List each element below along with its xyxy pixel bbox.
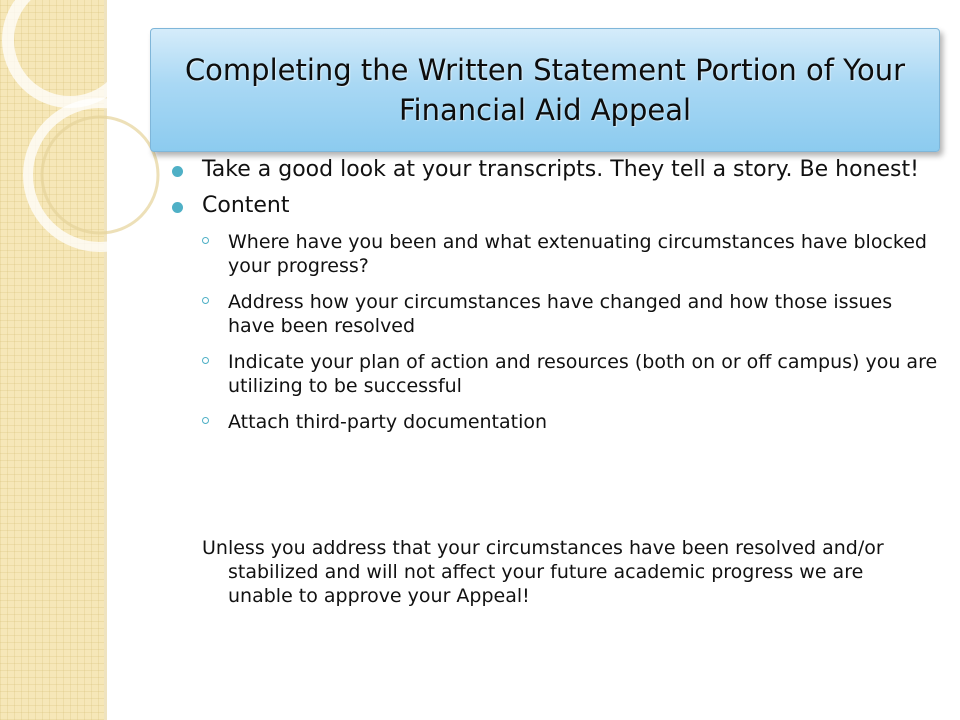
slide-title-box	[150, 28, 940, 152]
slide-content	[170, 156, 940, 446]
content-sublist	[170, 230, 940, 434]
sub-bullet-text: Address how your circumstances have changed and how those issues have been resolved	[228, 291, 893, 337]
bullet-content	[170, 192, 940, 434]
sub-bullet-ring-icon	[202, 417, 209, 424]
sub-bullet-documentation	[170, 410, 940, 434]
sub-bullet-text: Indicate your plan of action and resources (both on or off campus) you are utilizing to be successful	[228, 351, 938, 397]
slide-title: Completing the Written Statement Portion of Your Financial Aid Appeal	[184, 53, 906, 127]
bullet-dot-icon	[172, 202, 183, 213]
sub-bullet-ring-icon	[202, 237, 209, 244]
closing-statement-text: Unless you address that your circumstances have been resolved and/or stabilized and will not affect your future academic progress we are unable to approve your Appeal!	[202, 537, 884, 607]
sub-bullet-text: Where have you been and what extenuating circumstances have blocked your progress?	[228, 231, 927, 277]
sub-bullet-ring-icon	[202, 297, 209, 304]
bullet-dot-icon	[172, 166, 183, 177]
sub-bullet-ring-icon	[202, 357, 209, 364]
sub-bullet-changed	[170, 290, 940, 338]
bullet-transcripts-text: Take a good look at your transcripts. They tell a story. Be honest!	[202, 157, 919, 182]
closing-statement	[202, 536, 922, 608]
sub-bullet-extenuating	[170, 230, 940, 278]
sub-bullet-plan	[170, 350, 940, 398]
sub-bullet-text: Attach third-party documentation	[228, 411, 548, 433]
bullet-transcripts	[170, 156, 940, 184]
bullet-content-text: Content	[202, 193, 290, 218]
